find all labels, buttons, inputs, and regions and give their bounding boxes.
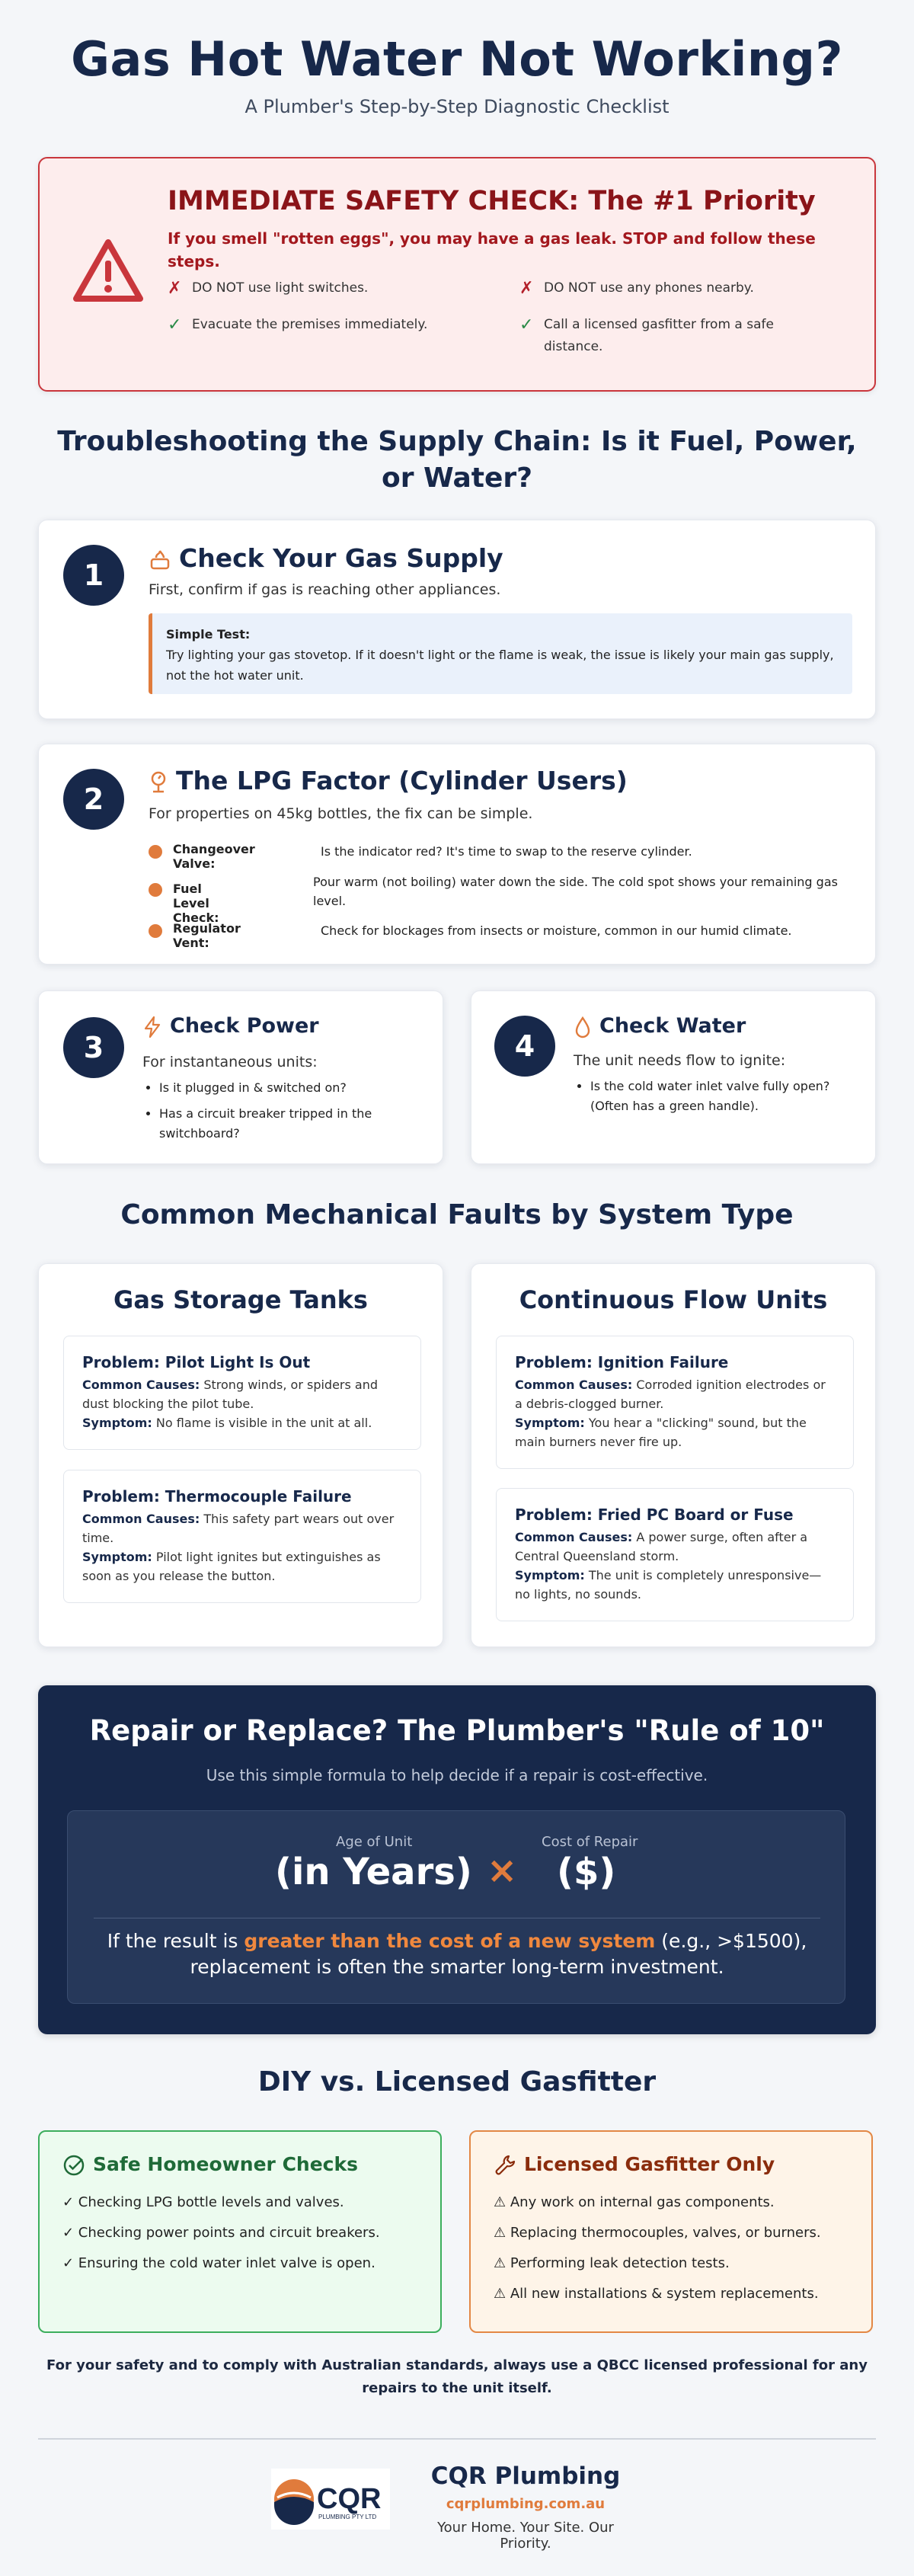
step-card-4 [471,990,876,1164]
lightning-icon [142,1016,162,1038]
step-text: For instantaneous units: [142,1054,318,1070]
faults-section-title: Common Mechanical Faults by System Type [120,1199,794,1230]
safe-checks-title: Safe Homeowner Checks [62,2153,358,2177]
warning-triangle-icon [72,238,145,303]
logo-subtext: PLUMBING PTY LTD [318,2514,377,2520]
company-tagline: Your Home. Your Site. Our Priority. [437,2520,614,2552]
water-drop-icon [574,1016,592,1038]
safe-check-item: ✓ Ensuring the cold water inlet valve is open. [62,2255,376,2271]
fault-card-title: Gas Storage Tanks [113,1285,368,1314]
safety-item [519,277,839,299]
problem-box [496,1488,854,1621]
step-title [142,1014,319,1038]
step-title [149,543,503,573]
lpg-label: Changeover Valve: [173,842,255,871]
rule-result: If the result is greater than the cost of a new system (e.g., >$1500), replacement is often the smarter long-term investment. [107,1930,807,1978]
rule-title: Repair or Replace? The Plumber's "Rule of 10" [89,1714,825,1747]
step-card-2 [38,744,876,965]
safety-lead: If you smell "rotten eggs", you may have a gas leak. STOP and follow these steps. [168,229,816,270]
step-bullets [142,1078,424,1150]
safety-alert [38,157,876,392]
problem-symptom: Symptom: You hear a "clicking" sound, but the main burners never fire up. [515,1416,807,1449]
fault-card-storage [38,1263,443,1647]
step-bullets [574,1077,855,1122]
problem-title: Problem: Fried PC Board or Fuse [515,1506,794,1524]
company-logo [271,2469,390,2530]
wrench-icon [494,2154,516,2177]
step-title [149,766,628,795]
header [0,0,914,117]
safety-title: IMMEDIATE SAFETY CHECK: The #1 Priority [168,186,816,216]
formula-left-label: Age of Unit [336,1834,413,1850]
lpg-value: Check for blockages from insects or moisture, common in our humid climate. [321,923,792,938]
step-title [574,1014,746,1038]
lpg-label: Regulator Vent: [173,921,241,950]
safety-item-text: Call a licensed gasfitter from a safe distance. [544,317,774,354]
safety-item-text: DO NOT use any phones nearby. [544,280,754,296]
step-text: For properties on 45kg bottles, the fix can be simple. [149,805,533,822]
safety-item-text: DO NOT use light switches. [192,280,369,296]
step-number: 3 [63,1017,124,1078]
safe-checks-card [38,2130,442,2333]
step-title-text: Check Power [170,1014,319,1038]
licensed-item: ⚠ All new installations & system replacements. [494,2286,819,2302]
check-icon: ✓ [519,315,534,334]
problem-causes: Common Causes: Corroded ignition electrodes or a debris-clogged burner. [515,1378,826,1411]
divider [38,2438,876,2440]
lpg-value: Pour warm (not boiling) water down the side. The cold spot shows your remaining gas level. [313,875,838,908]
licensed-only-title: Licensed Gasfitter Only [494,2153,775,2177]
bullet-dot [149,883,162,897]
licensed-item: ⚠ Replacing thermocouples, valves, or burners. [494,2225,821,2241]
fault-card-title: Continuous Flow Units [519,1285,828,1314]
lpg-value: Is the indicator red? It's time to swap to the reserve cylinder. [321,844,692,859]
step-text: First, confirm if gas is reaching other appliances. [149,581,501,598]
formula-right-label: Cost of Repair [542,1834,638,1850]
check-circle-icon [62,2154,85,2177]
formula-box [67,1810,845,2004]
bullet-item: • Is the cold water inlet valve fully open? (Often has a green handle). [590,1077,855,1116]
safety-item [168,314,487,336]
gauge-icon [149,771,168,794]
licensed-item: ⚠ Performing leak detection tests. [494,2255,730,2271]
step-number: 1 [63,545,124,606]
brand-info [411,2462,640,2552]
safety-item-text: Evacuate the premises immediately. [192,317,428,332]
step-number: 4 [494,1016,555,1077]
result-highlight: greater than the cost of a new system [244,1930,656,1952]
problem-box [63,1470,421,1603]
bullet-item: • Is it plugged in & switched on? [159,1078,424,1098]
step-title-text: The LPG Factor (Cylinder Users) [176,766,628,795]
formula-right-value: ($) [557,1851,616,1893]
bullet-item: • Has a circuit breaker tripped in the switchboard? [159,1104,424,1144]
rule-subtitle: Use this simple formula to help decide if a repair is cost-effective. [206,1766,708,1784]
problem-symptom: Symptom: Pilot light ignites but extinguishes as soon as you release the button. [82,1550,381,1583]
tip-label: Simple Test: [166,627,251,642]
step-text: The unit needs flow to ignite: [574,1052,786,1069]
problem-causes: Common Causes: Strong winds, or spiders and dust blocking the pilot tube. [82,1378,379,1411]
problem-causes: Common Causes: A power surge, often after a Central Queensland storm. [515,1530,808,1563]
bullet-dot [149,845,162,859]
cross-icon: ✗ [519,279,534,298]
logo-text: CQR [317,2483,382,2515]
cross-icon: ✗ [168,279,182,298]
step-title-text: Check Your Gas Supply [179,543,503,573]
licensed-only-card [469,2130,873,2333]
multiply-operator: × [487,1849,518,1892]
problem-symptom: Symptom: The unit is completely unresponsive—no lights, no sounds. [515,1568,822,1602]
safe-check-item: ✓ Checking LPG bottle levels and valves. [62,2194,344,2210]
bullet-dot [149,924,162,938]
problem-causes: Common Causes: This safety part wears out over time. [82,1512,395,1545]
step-number: 2 [63,769,124,830]
problem-title: Problem: Thermocouple Failure [82,1487,352,1506]
disclaimer: For your safety and to comply with Australian standards, always use a QBCC licensed professional for any repairs to the unit itself. [46,2357,868,2396]
gas-burner-icon [149,549,171,571]
rule-of-10-panel [38,1685,876,2034]
company-url[interactable]: cqrplumbing.com.au [446,2496,606,2512]
check-icon: ✓ [168,315,182,334]
safety-item [519,314,824,358]
step-card-3 [38,990,443,1164]
tip-text: Try lighting your gas stovetop. If it doesn't light or the flame is weak, the issue is likely your main gas supply, not the hot water unit. [166,648,834,683]
problem-title: Problem: Pilot Light Is Out [82,1353,311,1371]
tip-box [149,613,852,694]
licensed-item: ⚠ Any work on internal gas components. [494,2194,775,2210]
page-subtitle: A Plumber's Step-by-Step Diagnostic Checklist [244,96,670,117]
step-card-1 [38,520,876,719]
problem-box [63,1336,421,1450]
step-title-text: Check Water [599,1014,746,1038]
company-name: CQR Plumbing [430,2462,621,2490]
problem-box [496,1336,854,1469]
safe-check-item: ✓ Checking power points and circuit breakers. [62,2225,380,2241]
page-title: Gas Hot Water Not Working? [71,31,843,87]
problem-symptom: Symptom: No flame is visible in the unit at all. [82,1416,372,1430]
supply-section-title: Troubleshooting the Supply Chain: Is it Fuel, Power, or Water? [57,426,857,494]
problem-title: Problem: Ignition Failure [515,1353,729,1371]
diy-section-title: DIY vs. Licensed Gasfitter [257,2066,657,2098]
safety-item [168,277,487,299]
formula-left-value: (in Years) [275,1851,472,1893]
fault-card-continuous [471,1263,876,1647]
lpg-label: Fuel Level Check: [173,882,219,925]
